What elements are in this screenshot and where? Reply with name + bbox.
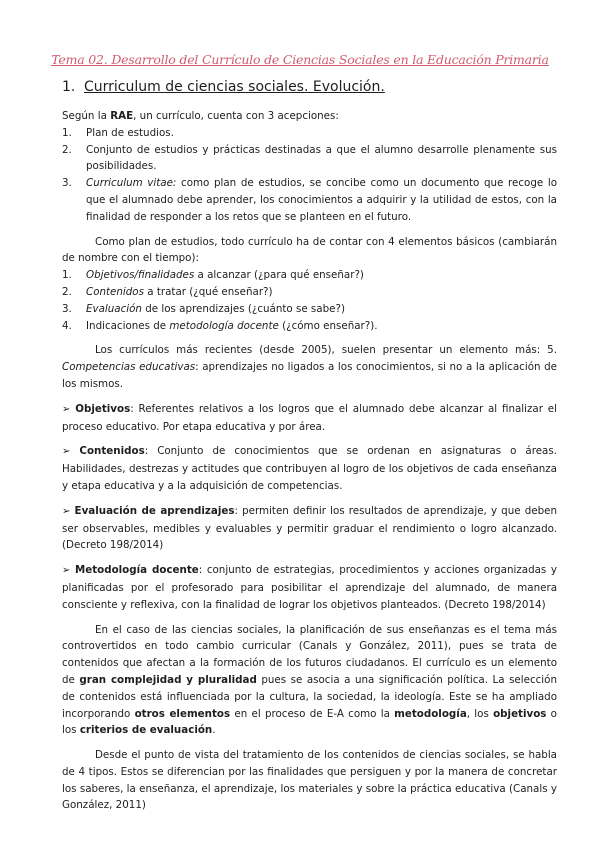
intro-paragraph — [62, 108, 557, 125]
definition-text: : Referentes relativos a los logros que el alumnado debe alcanzar al finalizar el proceso educativo. Por etapa educativa y por área. — [62, 402, 557, 433]
list-item — [62, 142, 557, 176]
definition-text: : permiten definir los resultados de aprendizaje, y que deben ser observables, medibles y evaluables y permitir graduar el rendimiento o logro alcanzado. (Decreto 198/2014) — [62, 504, 557, 552]
list-number: 3. — [62, 177, 72, 190]
list-text: de los aprendizajes (¿cuánto se sabe?) — [141, 302, 345, 315]
acepciones-list — [62, 125, 557, 226]
arrow-bullet-icon: ➢ — [62, 565, 71, 577]
list-item — [62, 267, 557, 284]
intro-bold: RAE — [110, 110, 134, 122]
document-body — [62, 108, 557, 814]
bold-run: metodología — [394, 707, 467, 720]
list-number: 1. — [62, 126, 72, 139]
list-item — [62, 318, 557, 335]
bold-run: objetivos — [493, 707, 547, 720]
list-item — [62, 284, 557, 301]
list-item — [62, 175, 557, 225]
definition-objetivos — [62, 401, 557, 436]
list-item — [62, 125, 557, 142]
list-item — [62, 301, 557, 318]
plan-paragraph: Como plan de estudios, todo currículo ha de contar con 4 elementos básicos (cambiarán de nombre con el tiempo): — [62, 235, 557, 265]
recientes-pre: Los currículos más recientes (desde 2005), suelen presentar un elemento más: 5. — [95, 344, 557, 357]
arrow-bullet-icon: ➢ — [62, 446, 71, 458]
arrow-bullet-icon: ➢ — [62, 505, 71, 517]
list-number: 2. — [62, 285, 72, 298]
section-heading-text: Curriculum de ciencias sociales. Evolución. — [84, 79, 385, 95]
list-number: 4. — [62, 319, 72, 332]
definition-term: Metodología docente — [74, 564, 199, 577]
list-text: como plan de estudios, se concibe como un documento que recoge lo que el alumnado debe aprender, los conocimientos a adquirir y la utilidad de estos, con la finalidad de responder a los retos que se planteen en el futuro. — [86, 177, 557, 223]
intro-post: , un currículo, cuenta con 3 acepciones: — [133, 110, 339, 122]
list-number: 1. — [62, 269, 72, 282]
definition-metodologia — [62, 562, 557, 613]
list-italic: Curriculum vitae: — [86, 177, 177, 190]
section-number: 1. — [62, 79, 76, 95]
list-number: 2. — [62, 143, 72, 156]
bold-run: gran complejidad y pluralidad — [79, 673, 257, 686]
definition-text: : conjunto de estrategias, procedimientos y acciones organizadas y planificadas por el profesorado para posibilitar el aprendizaje del alumnado, de manera consciente y reflexiva, con la finalidad de lograr los objetivos planteados. (Decreto 198/2014) — [62, 564, 557, 611]
list-italic: Contenidos — [86, 285, 144, 298]
text-run: , los — [466, 707, 494, 720]
intro-pre: Según la — [62, 110, 111, 122]
text-run: en el proceso de E-A como la — [230, 707, 395, 720]
elementos-list — [62, 267, 557, 334]
list-text: a alcanzar (¿para qué enseñar?) — [194, 269, 364, 282]
text-run: En el caso de las ciencias sociales, la planificación de sus enseñanzas es el tema más controvertidos en todo cambio curricular (Canals y González, 2011), pues se trata de contenidos que afectan a la formación de los futuros ciudadanos. El currículo es un elemento de — [62, 623, 557, 686]
list-text: (¿cómo enseñar?). — [278, 319, 378, 332]
definition-term: Evaluación de aprendizajes — [74, 504, 235, 517]
bold-run: otros elementos — [134, 707, 231, 720]
recientes-italic: Competencias educativas — [62, 361, 196, 374]
definition-evaluacion — [62, 503, 557, 554]
list-text: Plan de estudios. — [86, 126, 174, 139]
arrow-bullet-icon: ➢ — [62, 403, 71, 415]
list-number: 3. — [62, 302, 72, 315]
section-heading — [62, 79, 385, 95]
definition-term: Objetivos — [75, 402, 131, 415]
final-paragraph: Desde el punto de vista del tratamiento de los contenidos de ciencias sociales, se habla de 4 tipos. Estos se diferencian por las finalidades que persiguen y por la manera de concretar los saberes, la enseñanza, el aprendizaje, los materiales y sobre la práctica educativa (Canals y González, 2011) — [62, 749, 557, 812]
ciencias-paragraph — [62, 622, 557, 740]
text-run: o los — [62, 707, 557, 737]
text-run: . — [212, 724, 216, 737]
definition-contenidos — [62, 443, 557, 494]
list-pre: Indicaciones de — [86, 319, 170, 332]
definition-term: Contenidos — [79, 445, 145, 458]
list-text: a tratar (¿qué enseñar?) — [143, 285, 273, 298]
document-title: Tema 02. Desarrollo del Currículo de Ciencias Sociales en la Educación Primaria — [51, 52, 549, 67]
list-italic: metodología docente — [169, 319, 279, 332]
bold-run: criterios de evaluación — [79, 724, 213, 737]
list-text: Conjunto de estudios y prácticas destinadas a que el alumno desarrolle plenamente sus posibilidades. — [86, 143, 557, 173]
recientes-post: : aprendizajes no ligados a los conocimientos, si no a la aplicación de los mismos. — [62, 361, 558, 390]
text-run: pues se asocia a una significación política. La selección de contenidos está influenciada por la cultura, la sociedad, la ideología. Este se ha ampliado incorporando — [62, 673, 557, 720]
list-italic: Evaluación — [86, 302, 142, 315]
definition-text: : Conjunto de conocimientos que se ordenan en asignaturas o áreas. Habilidades, destrezas y actitudes que contribuyen al logro de los objetivos de cada enseñanza y etapa educativa y a la adquisición de competencias. — [62, 445, 557, 492]
recientes-paragraph — [62, 342, 557, 392]
list-italic: Objetivos/finalidades — [86, 269, 195, 282]
